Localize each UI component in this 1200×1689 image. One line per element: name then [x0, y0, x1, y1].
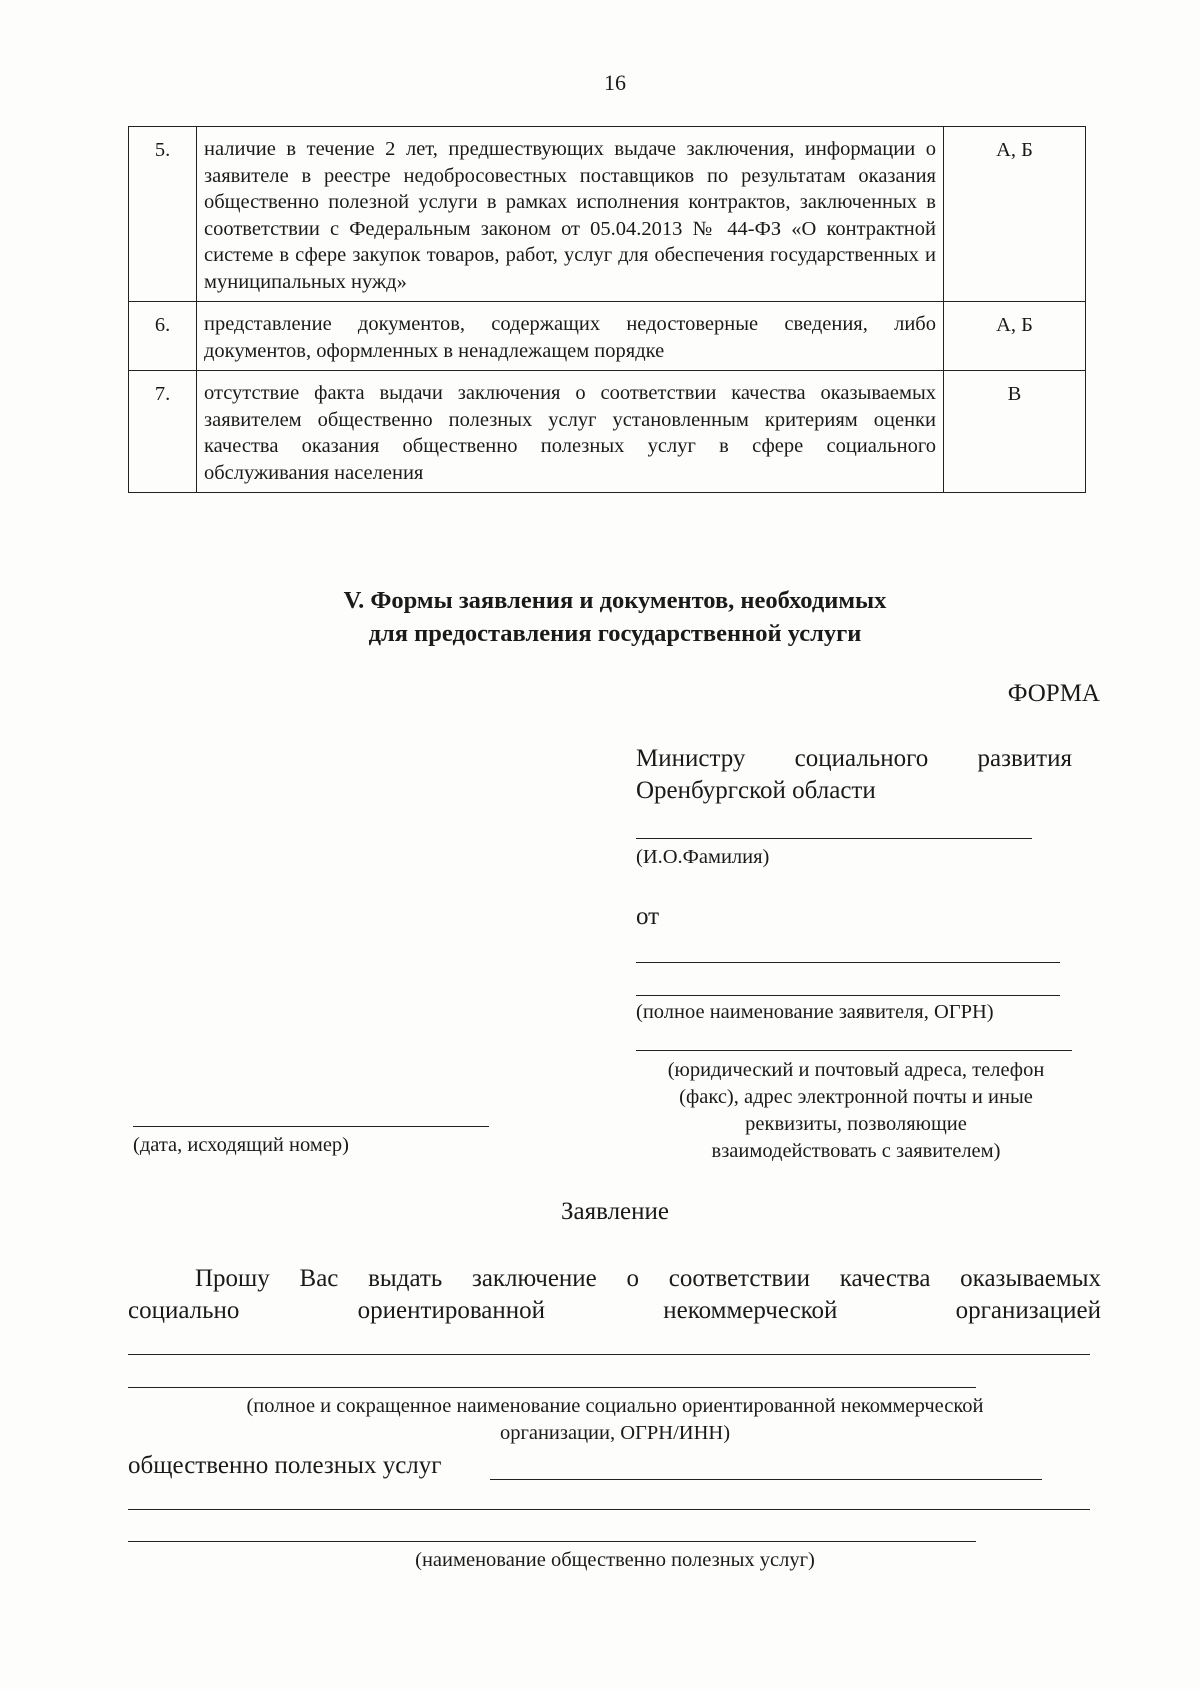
- name-blank-line[interactable]: [636, 838, 1032, 839]
- row-number: 7.: [129, 371, 197, 493]
- row-text: представление документов, содержащих недостоверные сведения, либо документов, оформленных в ненадлежащем порядке: [197, 302, 944, 371]
- contacts-caption: [626, 1057, 1086, 1165]
- row-groups: А, Б: [944, 127, 1086, 302]
- applicant-caption: (полное наименование заявителя, ОГРН): [636, 1001, 994, 1023]
- form-label: ФОРМА: [1007, 680, 1100, 707]
- section-title-line-1: V. Формы заявления и документов, необходимых: [343, 587, 887, 614]
- org-caption-line: (полное и сокращенное наименование социально ориентированной некоммерческой: [246, 1395, 984, 1417]
- date-blank-line[interactable]: [133, 1126, 489, 1127]
- addressee-line-2: Оренбургской области: [636, 777, 876, 804]
- contacts-caption-line: (факс), адрес электронной почты и иные: [679, 1086, 1033, 1108]
- applicant-blank-line-1[interactable]: [636, 962, 1060, 963]
- request-line-2: социально ориентированной некоммерческой организацией: [128, 1297, 1101, 1324]
- services-blank-line-3[interactable]: [128, 1541, 976, 1542]
- page-number: 16: [604, 70, 626, 95]
- table-row: [129, 371, 1086, 493]
- row-text: отсутствие факта выдачи заключения о соответствии качества оказываемых заявителем общественно полезных услуг установленным критериям оценки качества оказания общественно полезных услуг в сфере социального обслуживания населения: [197, 371, 944, 493]
- row-groups: А, Б: [944, 302, 1086, 371]
- name-caption: (И.О.Фамилия): [636, 846, 770, 868]
- section-title-line-2: для предоставления государственной услуги: [368, 620, 862, 647]
- request-line-1: Прошу Вас выдать заключение о соответствии качества оказываемых: [195, 1265, 1101, 1292]
- org-blank-line-1[interactable]: [128, 1354, 1090, 1355]
- contacts-caption-line: (юридический и почтовый адреса, телефон: [667, 1059, 1045, 1081]
- contacts-blank-line[interactable]: [636, 1050, 1072, 1051]
- row-groups: В: [944, 371, 1086, 493]
- addressee-line-1: Министру социального развития: [636, 745, 1072, 772]
- table-row: [129, 127, 1086, 302]
- contacts-caption-line: реквизиты, позволяющие: [745, 1113, 967, 1135]
- org-caption-line: организации, ОГРН/ИНН): [499, 1422, 731, 1444]
- services-label: общественно полезных услуг: [128, 1452, 442, 1479]
- org-blank-line-2[interactable]: [128, 1387, 976, 1388]
- services-blank-line-1[interactable]: [490, 1479, 1042, 1480]
- services-blank-line-2[interactable]: [128, 1509, 1090, 1510]
- row-text: наличие в течение 2 лет, предшествующих выдаче заключения, информации о заявителе в реестре недобросовестных поставщиков по результатам оказания общественно полезной услуги в рамках исполнения контрактов, заключенных в соответствии с Федеральным законом от 05.04.2013 № 44-ФЗ «О контрактной системе в сфере закупок товаров, работ, услуг для обеспечения государственных и муниципальных нужд»: [197, 127, 944, 302]
- row-number: 6.: [129, 302, 197, 371]
- services-caption: (наименование общественно полезных услуг): [415, 1549, 815, 1571]
- contacts-caption-line: взаимодействовать с заявителем): [711, 1140, 1001, 1162]
- applicant-blank-line-2[interactable]: [636, 995, 1060, 996]
- criteria-table: [128, 126, 1086, 493]
- org-caption: [120, 1393, 1110, 1447]
- table-row: [129, 302, 1086, 371]
- row-number: 5.: [129, 127, 197, 302]
- from-label: от: [636, 903, 660, 930]
- date-caption: (дата, исходящий номер): [133, 1134, 350, 1156]
- statement-title: Заявление: [560, 1198, 670, 1225]
